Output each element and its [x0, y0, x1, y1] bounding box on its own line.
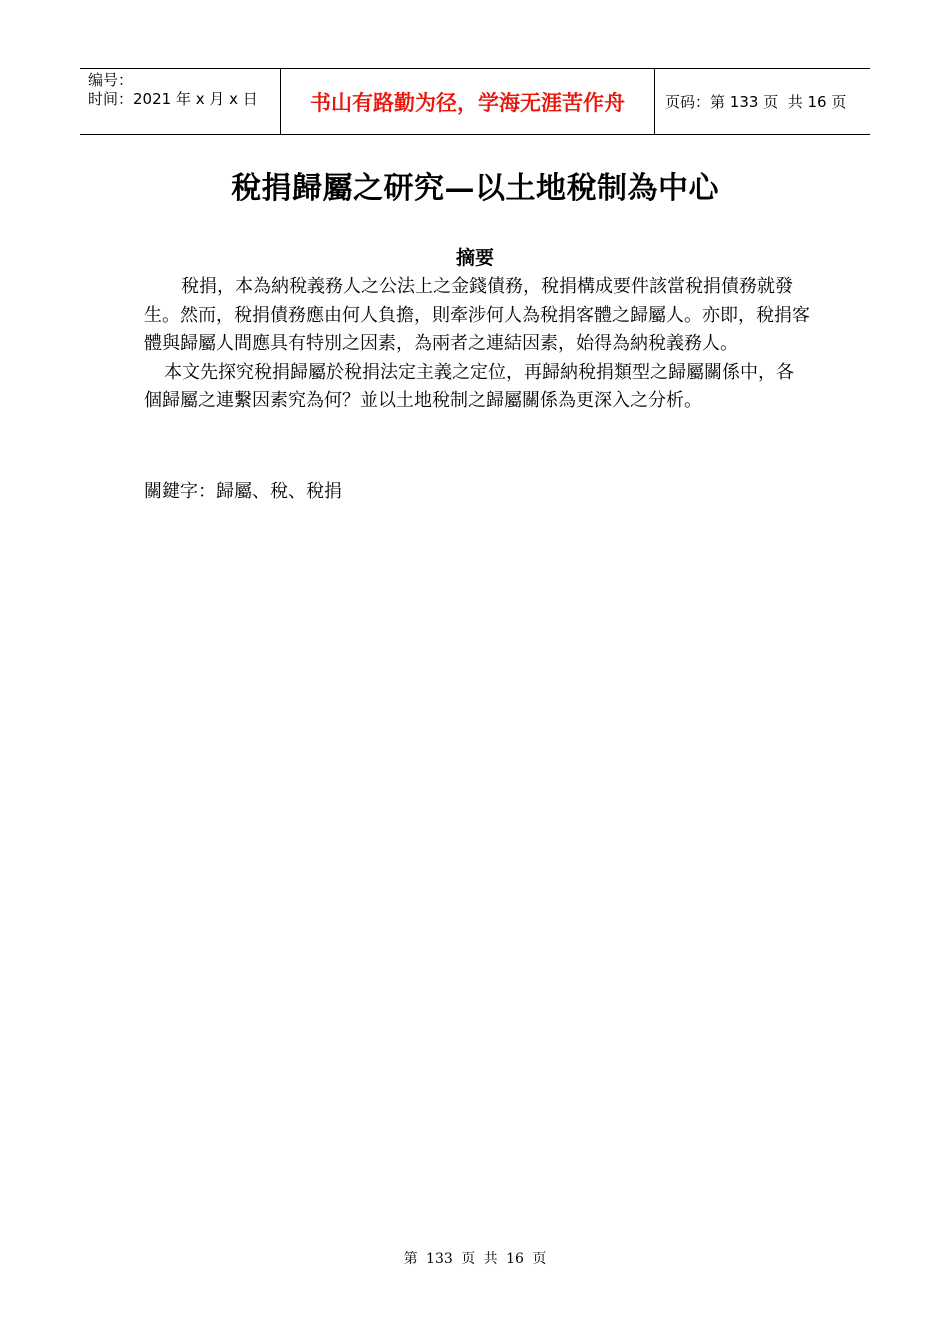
document-header	[80, 68, 870, 135]
document-title: 稅捐歸屬之研究—以土地稅制為中心	[231, 171, 719, 206]
footer-prefix: 第	[403, 1251, 427, 1267]
abstract-heading: 摘要	[455, 247, 494, 269]
header-page-cell	[655, 69, 870, 134]
keywords-line: 關鍵字：歸屬、稅、稅捐	[144, 481, 342, 502]
page-footer	[0, 1248, 950, 1268]
footer-suffix: 页	[523, 1251, 547, 1267]
page-mid: 页 共	[758, 93, 808, 111]
page-current: 133	[729, 92, 759, 111]
footer-mid: 页 共	[452, 1251, 507, 1267]
abstract-body	[144, 273, 810, 416]
header-meta-cell	[80, 69, 281, 134]
page-total: 16	[807, 92, 827, 111]
footer-total: 16	[506, 1251, 524, 1267]
page-suffix: 页	[826, 93, 847, 111]
number-label: 编号：	[88, 71, 134, 89]
abstract-paragraph-1: 稅捐，本為納稅義務人之公法上之金錢債務，稅捐構成要件該當稅捐債務就發生。然而，稅捐債務應由何人負擔，則牽涉何人為稅捐客體之歸屬人。亦即，稅捐客體與歸屬人間應具有特別之因素，為兩者之連結因素，始得為納稅義務人。	[144, 276, 810, 354]
footer-current: 133	[426, 1251, 453, 1267]
date-label: 时间：2021 年 x 月 x 日	[88, 90, 258, 108]
page-prefix: 页码：第	[665, 93, 730, 111]
abstract-paragraph-2: 本文先探究稅捐歸屬於稅捐法定主義之定位，再歸納稅捐類型之歸屬關係中，各個歸屬之連繫因素究為何？並以土地稅制之歸屬關係為更深入之分析。	[144, 361, 794, 411]
header-motto-cell	[281, 69, 655, 134]
motto-text: 书山有路勤为径，学海无涯苦作舟	[310, 90, 625, 115]
